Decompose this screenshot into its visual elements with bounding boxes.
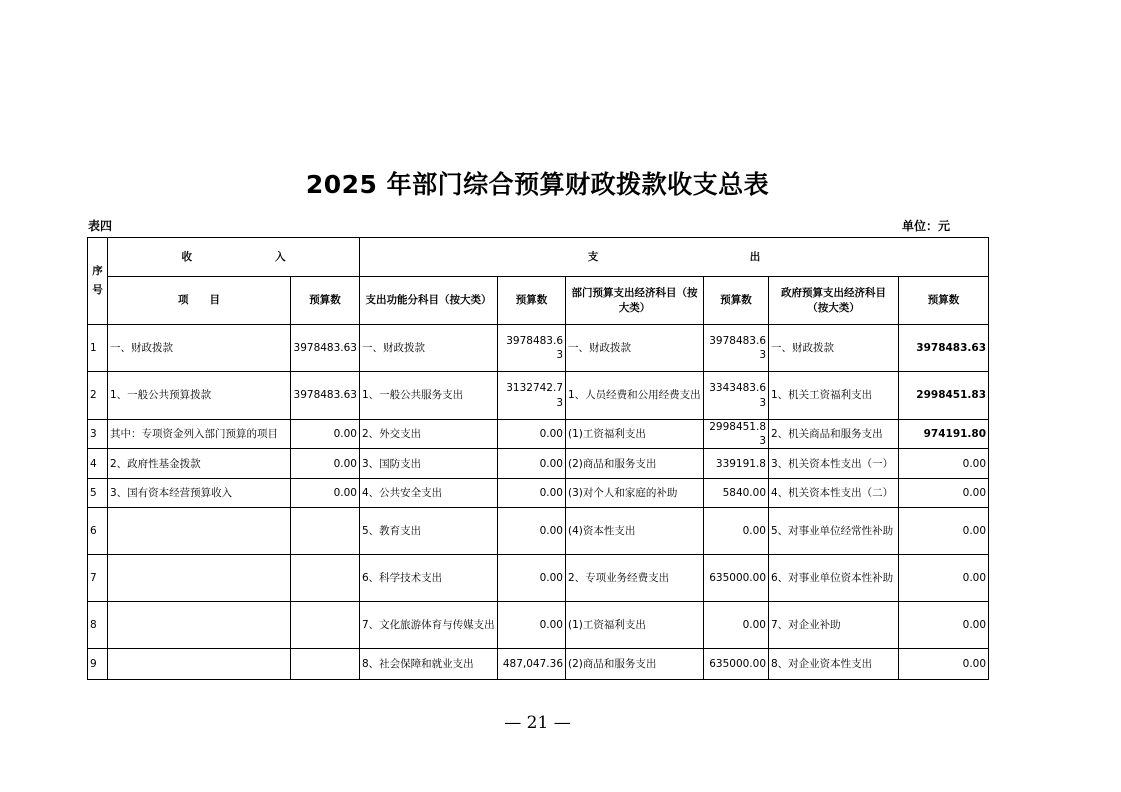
func-amount: 0.00 xyxy=(498,479,566,508)
dept-item: 2、专项业务经费支出 xyxy=(566,555,704,602)
income-item xyxy=(108,508,291,555)
gov-item: 3、机关资本性支出（一） xyxy=(769,449,899,479)
table-row xyxy=(88,508,989,555)
income-amount: 3978483.63 xyxy=(291,325,360,372)
row-seq: 5 xyxy=(88,479,108,508)
func-amount: 0.00 xyxy=(498,508,566,555)
header-row-columns xyxy=(88,277,989,325)
gov-item: 8、对企业资本性支出 xyxy=(769,649,899,680)
row-seq: 6 xyxy=(88,508,108,555)
income-item: 1、一般公共预算拨款 xyxy=(108,372,291,420)
income-item: 3、国有资本经营预算收入 xyxy=(108,479,291,508)
func-amount: 0.00 xyxy=(498,420,566,449)
row-seq: 1 xyxy=(88,325,108,372)
dept-amount: 0.00 xyxy=(704,508,769,555)
func-item: 1、一般公共服务支出 xyxy=(360,372,498,420)
gov-amount: 0.00 xyxy=(899,449,989,479)
table-row xyxy=(88,420,989,449)
gov-amount: 0.00 xyxy=(899,508,989,555)
table-row xyxy=(88,449,989,479)
dept-amount: 5840.00 xyxy=(704,479,769,508)
gov-item: 6、对事业单位资本性补助 xyxy=(769,555,899,602)
func-amount: 3978483.63 xyxy=(498,325,566,372)
row-seq: 2 xyxy=(88,372,108,420)
func-amount: 487,047.36 xyxy=(498,649,566,680)
gov-amount: 3978483.63 xyxy=(899,325,989,372)
income-amount xyxy=(291,649,360,680)
table-row xyxy=(88,479,989,508)
gov-amount: 2998451.83 xyxy=(899,372,989,420)
gov-amount: 0.00 xyxy=(899,555,989,602)
dept-amount: 635000.00 xyxy=(704,555,769,602)
header-income-char-1: 收 xyxy=(181,250,192,263)
header-income-item: 项 目 xyxy=(108,277,291,325)
header-row-groups xyxy=(88,238,989,277)
row-seq: 7 xyxy=(88,555,108,602)
dept-item: (2)商品和服务支出 xyxy=(566,449,704,479)
income-item xyxy=(108,602,291,649)
func-item: 6、科学技术支出 xyxy=(360,555,498,602)
header-income-budget: 预算数 xyxy=(291,277,360,325)
gov-item: 5、对事业单位经常性补助 xyxy=(769,508,899,555)
gov-item: 2、机关商品和服务支出 xyxy=(769,420,899,449)
table-row xyxy=(88,602,989,649)
dept-item: (2)商品和服务支出 xyxy=(566,649,704,680)
header-seq: 序号 xyxy=(88,238,108,325)
dept-amount: 3343483.63 xyxy=(704,372,769,420)
dept-item: (1)工资福利支出 xyxy=(566,420,704,449)
gov-item: 7、对企业补助 xyxy=(769,602,899,649)
func-item: 2、外交支出 xyxy=(360,420,498,449)
row-seq: 3 xyxy=(88,420,108,449)
income-amount xyxy=(291,555,360,602)
gov-item: 一、财政拨款 xyxy=(769,325,899,372)
table-label: 表四 xyxy=(88,219,113,233)
gov-amount: 974191.80 xyxy=(899,420,989,449)
func-amount: 3132742.73 xyxy=(498,372,566,420)
table-row xyxy=(88,555,989,602)
gov-item: 4、机关资本性支出（二） xyxy=(769,479,899,508)
gov-item: 1、机关工资福利支出 xyxy=(769,372,899,420)
table-row xyxy=(88,372,989,420)
dept-amount: 635000.00 xyxy=(704,649,769,680)
dept-amount: 3978483.63 xyxy=(704,325,769,372)
func-item: 3、国防支出 xyxy=(360,449,498,479)
header-dept-item: 部门预算支出经济科目（按大类） xyxy=(566,277,704,325)
income-item xyxy=(108,649,291,680)
header-income-char-2: 入 xyxy=(275,250,286,263)
header-expense-group xyxy=(360,238,989,277)
row-seq: 4 xyxy=(88,449,108,479)
func-item: 5、教育支出 xyxy=(360,508,498,555)
header-gov-item: 政府预算支出经济科目（按大类） xyxy=(769,277,899,325)
unit-label: 单位：元 xyxy=(901,219,950,233)
income-item: 2、政府性基金拨款 xyxy=(108,449,291,479)
func-item: 一、财政拨款 xyxy=(360,325,498,372)
dept-amount: 339191.8 xyxy=(704,449,769,479)
dept-item: (3)对个人和家庭的补助 xyxy=(566,479,704,508)
dept-item: 1、人员经费和公用经费支出 xyxy=(566,372,704,420)
gov-amount: 0.00 xyxy=(899,649,989,680)
header-expense-char-2: 出 xyxy=(749,250,761,263)
income-item: 一、财政拨款 xyxy=(108,325,291,372)
func-amount: 0.00 xyxy=(498,602,566,649)
dept-item: (1)工资福利支出 xyxy=(566,602,704,649)
income-amount xyxy=(291,508,360,555)
income-amount xyxy=(291,602,360,649)
income-amount: 0.00 xyxy=(291,479,360,508)
gov-amount: 0.00 xyxy=(899,602,989,649)
table-row xyxy=(88,325,989,372)
page-title: 2025 年部门综合预算财政拨款收支总表 xyxy=(305,170,770,199)
func-item: 8、社会保障和就业支出 xyxy=(360,649,498,680)
gov-amount: 0.00 xyxy=(899,479,989,508)
header-dept-budget: 预算数 xyxy=(704,277,769,325)
dept-item: (4)资本性支出 xyxy=(566,508,704,555)
func-amount: 0.00 xyxy=(498,449,566,479)
page-number: — 21 — xyxy=(504,713,571,733)
row-seq: 8 xyxy=(88,602,108,649)
income-amount: 3978483.63 xyxy=(291,372,360,420)
income-amount: 0.00 xyxy=(291,449,360,479)
dept-amount: 2998451.83 xyxy=(704,420,769,449)
func-item: 7、文化旅游体育与传媒支出 xyxy=(360,602,498,649)
header-func-item: 支出功能分科目（按大类） xyxy=(360,277,498,325)
row-seq: 9 xyxy=(88,649,108,680)
dept-amount: 0.00 xyxy=(704,602,769,649)
income-item: 其中：专项资金列入部门预算的项目 xyxy=(108,420,291,449)
dept-item: 一、财政拨款 xyxy=(566,325,704,372)
header-func-budget: 预算数 xyxy=(498,277,566,325)
func-item: 4、公共安全支出 xyxy=(360,479,498,508)
header-income-group xyxy=(108,238,360,277)
income-item xyxy=(108,555,291,602)
budget-table xyxy=(87,237,989,680)
func-amount: 0.00 xyxy=(498,555,566,602)
income-amount: 0.00 xyxy=(291,420,360,449)
header-gov-budget: 预算数 xyxy=(899,277,989,325)
table-row xyxy=(88,649,989,680)
header-expense-char-1: 支 xyxy=(587,250,599,263)
